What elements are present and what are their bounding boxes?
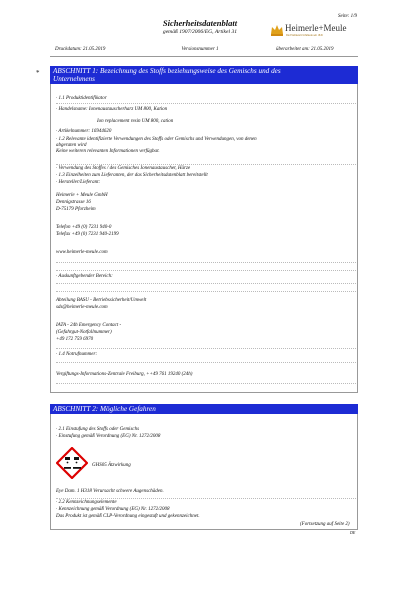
s1-line: Keine weiteren relevanten Informationen verfügbar. [56, 149, 160, 154]
ghs05-corrosive-pictogram [56, 447, 88, 479]
header-divider [50, 56, 358, 57]
s1-line: · 1.4 Notrufnummer: [56, 352, 98, 357]
version-number: Versionsnummer 1 [181, 47, 219, 52]
page-number: Seite: 1/9 [338, 14, 358, 19]
s2-line: Eye Dam. 1 H318 Verursacht schwere Augenschäden. [56, 489, 164, 494]
s1-line: abgeraten wird [56, 143, 87, 148]
revision-date: überarbeitet am: 21.05.2019 [276, 47, 334, 52]
logo-text: Heimerle+Meule [285, 23, 347, 33]
s1-line: · Handelsname: Ionenaustauscherharz UM 800, Kation [56, 107, 168, 112]
s2-line: · Einstufung gemäß Verordnung (EG) Nr. 1272/2008 [56, 434, 161, 439]
s2-line: Das Produkt ist gemäß CLP-Verordnung eingestuft und gekennzeichnet. [56, 514, 200, 519]
logo-tagline: Die Edelmetall-Schmiede seit 1845 [286, 34, 323, 37]
s1-line: · Verwendung des Stoffes / des Gemisches Ionenaustauscher, Härze [56, 166, 191, 171]
s1-email[interactable]: sds@heimerle-meule.com [56, 305, 108, 310]
change-marker: * [36, 69, 40, 77]
s1-line: Abteilung BASU - Betriebssicherheit/Umwelt [56, 298, 147, 303]
section1-title [50, 66, 358, 84]
s1-line: · Hersteller/Lieferant: [56, 180, 101, 185]
s1-line: · 1.3 Einzelheiten zum Lieferanten, der das Sicherheitsdatenblatt bereitstellt [56, 173, 208, 178]
document-title: Sicherheitsdatenblatt [162, 18, 238, 28]
s1-line: IATA - 24h Emergency Contact - [56, 323, 122, 328]
s2-line: GHS05 Ätzwirkung [92, 463, 131, 468]
s1-line: · 1.2 Relevante identifizierte Verwendungen des Stoffs oder Gemischs und Verwendungen, von denen [56, 137, 257, 142]
s1-line: D-75179 Pforzheim [56, 207, 96, 212]
section2-title [50, 404, 358, 414]
s1-line: Vergiftungs-Informations-Zentrale Freiburg, ++49 761 19240 (24h) [56, 372, 193, 377]
s1-line: Ion replacement resin UM 800, cation [97, 119, 174, 124]
continuation-note: (Fortsetzung auf Seite 2) [300, 522, 350, 527]
s2-line: · Kennzeichnung gemäß Verordnung (EG) Nr. 1272/2008 [56, 507, 170, 512]
s1-line: Dennigstrasse 16 [56, 200, 91, 205]
company-logo [270, 21, 360, 41]
footer-code: DE [350, 530, 356, 535]
s1-line: · 1.1 Produktidentifikator [56, 96, 107, 101]
crown-icon [270, 23, 284, 37]
s1-link[interactable]: www.heimerle-meule.com [56, 250, 108, 255]
s1-line: +49 172 759 6970 [56, 337, 94, 342]
s1-line: · Artikelnummer: 16944620 [56, 129, 112, 134]
s1-line: Telefax +49 (0) 7231 940-2199 [56, 232, 119, 237]
section1-title-line2: Unternehmens [53, 75, 95, 83]
document-subtitle: gemäß 1907/2006/EG, Artikel 31 [162, 29, 238, 35]
s1-line: (Gefahrgut-Notfallnummer) [56, 330, 112, 335]
s1-line: Telefon +49 (0) 7231 940-0 [56, 225, 112, 230]
print-date: Druckdatum: 21.05.2019 [55, 47, 106, 52]
s2-line: · 2.2 Kennzeichnungselemente [56, 500, 117, 505]
section2-title-text: ABSCHNITT 2: Mögliche Gefahren [53, 405, 156, 413]
s1-line: Heimerle + Meule GmbH [56, 193, 108, 198]
section1-title-line1: ABSCHNITT 1: Bezeichnung des Stoffs beziehungsweise des Gemischs und des [53, 67, 281, 75]
s1-line: · Auskunftgebender Bereich: [56, 274, 113, 279]
s2-line: · 2.1 Einstufung des Stoffs oder Gemischs [56, 427, 140, 432]
